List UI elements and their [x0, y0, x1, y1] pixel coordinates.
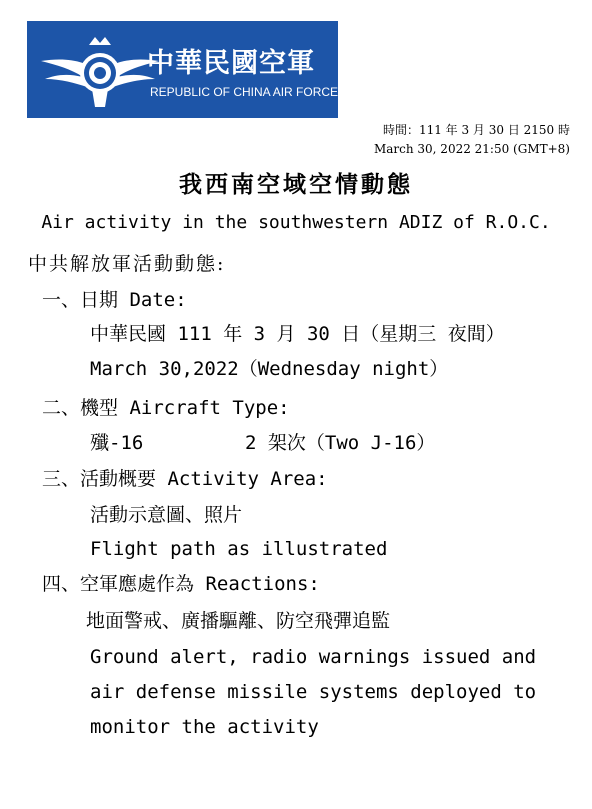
- timestamp: [374, 121, 570, 159]
- timestamp-zh: 時間：111 年 3 月 30 日 2150 時: [382, 123, 570, 137]
- banner-title-zh: 中華民國空軍: [147, 48, 315, 79]
- date-heading: 一、日期 Date:: [42, 289, 187, 311]
- date-line-zh: 中華民國 111 年 3 月 30 日（星期三 夜間）: [90, 323, 505, 345]
- reactions-line-zh: 地面警戒、廣播驅離、防空飛彈追監: [86, 610, 391, 632]
- timestamp-en: March 30, 2022 21:50 (GMT+8): [373, 142, 570, 156]
- aircraft-heading: 二、機型 Aircraft Type:: [42, 397, 290, 419]
- area-heading: 三、活動概要 Activity Area:: [42, 468, 328, 490]
- page-title-en: Air activity in the southwestern ADIZ of R.O.C.: [41, 212, 551, 233]
- intro-heading: 中共解放軍活動動態:: [28, 253, 226, 275]
- banner-title-en: REPUBLIC OF CHINA AIR FORCE: [150, 85, 339, 99]
- reactions-line-en-1: Ground alert, radio warnings issued and: [90, 646, 537, 668]
- page-title-zh: 我西南空域空情動態: [179, 171, 413, 198]
- aircraft-type: 殲-16: [90, 432, 144, 454]
- air-force-banner: [27, 21, 338, 118]
- date-line-en: March 30,2022（Wednesday night）: [90, 358, 449, 380]
- reactions-heading: 四、空軍應處作為 Reactions:: [42, 573, 320, 595]
- reactions-line-en-3: monitor the activity: [90, 716, 319, 738]
- air-force-emblem-icon: [37, 31, 163, 111]
- area-line-zh: 活動示意圖、照片: [90, 504, 243, 526]
- reactions-line-en-2: air defense missile systems deployed to: [90, 681, 537, 703]
- aircraft-count: 2 架次（Two J-16）: [245, 432, 436, 454]
- area-line-en: Flight path as illustrated: [90, 538, 388, 560]
